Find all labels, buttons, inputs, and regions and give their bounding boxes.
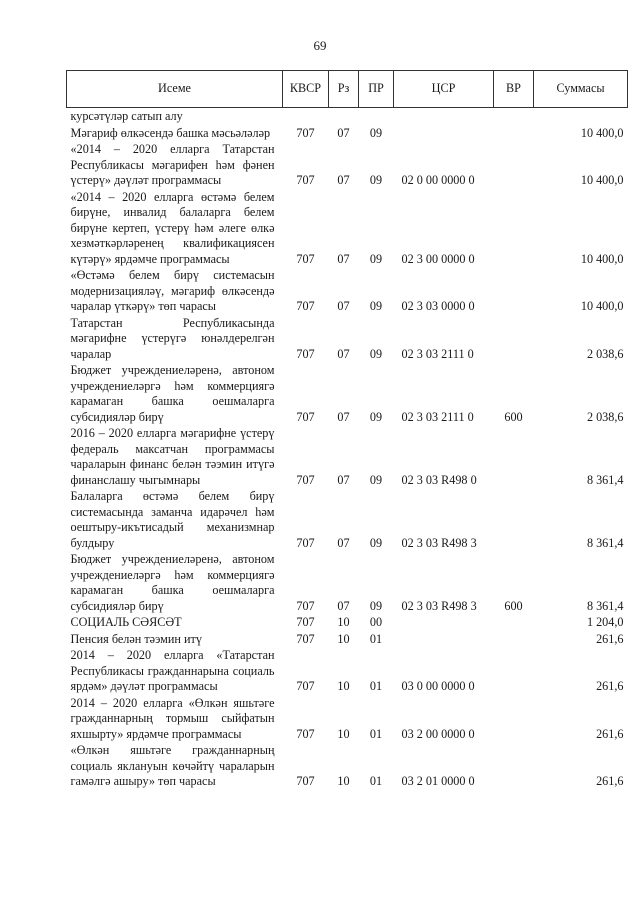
header-csr: ЦСР	[394, 71, 494, 108]
cell-kvsr: 707	[296, 615, 315, 629]
cell-kvsr: 707	[296, 726, 315, 741]
cell-vr	[494, 267, 534, 315]
cell-pr: 01	[369, 726, 383, 741]
cell-csr: 02 3 03 R498 3	[401, 598, 477, 613]
cell-name: «2014 – 2020 елларга Татарстан Республикасы мәгарифен һәм фәнен үстерү» дәүләт программасы	[70, 142, 275, 187]
cell-vr	[494, 742, 534, 790]
cell-pr: 09	[369, 346, 383, 361]
cell-pr: 01	[369, 679, 383, 693]
cell-sum: 2 038,6	[586, 409, 624, 424]
cell-csr	[394, 125, 494, 142]
cell-csr	[394, 614, 494, 631]
cell-kvsr: 707	[296, 598, 315, 613]
cell-rz: 07	[337, 535, 350, 550]
cell-kvsr: 707	[296, 679, 315, 693]
cell-vr: 600	[504, 409, 523, 424]
cell-name: 2014 – 2020 елларга «Татарстан Республикасы гражданнарына социаль ярдәм» дәүләт программасы	[70, 648, 275, 693]
table-row	[67, 488, 628, 551]
page-number: 69	[313, 38, 327, 53]
cell-name: 2016 – 2020 елларга мәгарифне үстерү федераль максатчан программасы чараларын финанс белән тәэмин итүгә финанслашу чыгымнары	[70, 426, 275, 487]
cell-name: «Өлкән яшьтәге гражданнарның социаль яклануын көчәйтү чараларын гамәлгә ашыру» төп чарасы	[70, 743, 275, 788]
table-row	[67, 125, 628, 142]
cell-name: Пенсия белән тәэмин итү	[70, 631, 202, 646]
cell-rz: 10	[337, 615, 350, 629]
cell-vr	[494, 315, 534, 363]
cell-csr: 02 3 00 0000 0	[401, 251, 475, 266]
cell-rz: 07	[337, 251, 350, 266]
cell-name: Мәгариф өлкәсендә башка мәсьәләләр	[70, 125, 271, 140]
cell-sum: 2 038,6	[586, 346, 624, 361]
header-name: Исеме	[67, 71, 283, 108]
table-row	[67, 551, 628, 614]
cell-pr: 00	[369, 615, 383, 629]
cell-name: «2014 – 2020 елларга өстәмә белем бирүне, инвалид балаларга белем бирүне кертеп, үстерү һәм әлеге өлкә хезмәткәрләренең квалификациясен күтәрү» ярдәмче программасы	[70, 189, 275, 266]
cell-pr: 09	[369, 299, 383, 313]
cell-kvsr: 707	[296, 535, 315, 550]
cell-vr	[494, 189, 534, 268]
cell-csr: 02 3 03 R498 3	[401, 535, 477, 550]
cell-sum: 8 361,4	[586, 472, 624, 487]
cell-kvsr: 707	[296, 173, 315, 187]
cell-rz	[329, 108, 359, 125]
cell-name: Бюджет учреждениеләренә, автоном учреждениеләргә һәм коммерциягә карамаган башка оешмаларга субсидияләр бирү	[70, 363, 275, 424]
table-row	[67, 742, 628, 790]
cell-rz: 10	[337, 726, 350, 741]
cell-rz: 07	[337, 173, 350, 187]
cell-kvsr: 707	[296, 774, 315, 788]
table-row	[67, 267, 628, 315]
header-pr: ПР	[359, 71, 394, 108]
cell-pr: 09	[369, 598, 383, 613]
cell-name: Бюджет учреждениеләренә, автоном учреждениеләргә һәм коммерциягә карамаган башка оешмаларга субсидияләр бирү	[70, 552, 275, 613]
cell-kvsr	[283, 108, 329, 125]
cell-pr: 09	[369, 251, 383, 266]
cell-vr	[494, 488, 534, 551]
cell-vr	[494, 125, 534, 142]
cell-sum: 261,6	[596, 631, 624, 646]
cell-rz: 07	[337, 346, 350, 361]
cell-rz: 07	[337, 299, 350, 313]
cell-sum: 261,6	[596, 774, 624, 788]
cell-vr	[494, 614, 534, 631]
table-row	[67, 189, 628, 268]
header-kvsr: КВСР	[283, 71, 329, 108]
cell-sum: 8 361,4	[586, 598, 624, 613]
table-row	[67, 695, 628, 743]
cell-rz: 10	[337, 774, 350, 788]
cell-sum: 261,6	[596, 726, 624, 741]
cell-pr: 01	[369, 774, 383, 788]
cell-pr: 09	[369, 125, 383, 140]
cell-csr: 03 2 00 0000 0	[401, 726, 475, 741]
table-header-row	[67, 71, 628, 108]
cell-csr: 02 3 03 R498 0	[401, 472, 477, 487]
cell-pr: 09	[369, 409, 383, 424]
header-vr: ВР	[494, 71, 534, 108]
cell-kvsr: 707	[296, 251, 315, 266]
header-sum: Суммасы	[534, 71, 628, 108]
table-row	[67, 108, 628, 125]
cell-pr: 01	[369, 631, 383, 646]
cell-name: Татарстан Республикасында мәгарифне үстерүгә юнәлдерелгән чаралар	[70, 315, 275, 361]
cell-sum: 10 400,0	[580, 173, 624, 187]
cell-kvsr: 707	[296, 409, 315, 424]
cell-rz: 10	[337, 631, 350, 646]
table-row	[67, 362, 628, 425]
table-row	[67, 315, 628, 363]
cell-rz: 10	[337, 679, 350, 693]
cell-rz: 07	[337, 472, 350, 487]
cell-vr	[494, 695, 534, 743]
cell-vr	[494, 108, 534, 125]
cell-csr: 02 0 00 0000 0	[401, 173, 475, 187]
cell-kvsr: 707	[296, 472, 315, 487]
cell-csr: 02 3 03 0000 0	[401, 299, 475, 313]
cell-csr: 02 3 03 2111 0	[401, 346, 474, 361]
table-row	[67, 141, 628, 189]
cell-sum: 10 400,0	[580, 299, 624, 313]
cell-csr	[394, 108, 494, 125]
cell-kvsr: 707	[296, 346, 315, 361]
cell-rz: 07	[337, 598, 350, 613]
cell-rz: 07	[337, 409, 350, 424]
budget-table	[66, 70, 628, 790]
cell-sum: 261,6	[596, 679, 624, 693]
cell-kvsr: 707	[296, 125, 315, 140]
cell-csr	[394, 631, 494, 648]
cell-pr	[359, 108, 394, 125]
cell-vr	[494, 647, 534, 695]
table-row	[67, 631, 628, 648]
table-row	[67, 647, 628, 695]
table-row	[67, 425, 628, 488]
cell-kvsr: 707	[296, 631, 315, 646]
cell-name: 2014 – 2020 елларга «Өлкән яшьтәге гражданнарның тормыш сыйфатын яхшырту» ярдәмче программасы	[70, 695, 275, 741]
cell-kvsr: 707	[296, 299, 315, 313]
cell-sum: 10 400,0	[580, 125, 624, 140]
cell-sum: 10 400,0	[580, 251, 624, 266]
cell-vr	[494, 631, 534, 648]
cell-vr	[494, 141, 534, 189]
cell-pr: 09	[369, 472, 383, 487]
table-body	[67, 108, 628, 790]
cell-csr: 03 0 00 0000 0	[401, 679, 475, 693]
cell-name: Балаларга өстәмә белем бирү системасында заманча идарәчел һәм оештыру-икътисадый механизмнар булдыру	[70, 489, 275, 550]
cell-csr: 03 2 01 0000 0	[401, 774, 475, 788]
cell-name: курсәтүләр сатып алу	[70, 109, 183, 123]
cell-pr: 09	[369, 173, 383, 187]
cell-csr: 02 3 03 2111 0	[401, 409, 474, 424]
header-rz: Рз	[329, 71, 359, 108]
cell-vr: 600	[504, 598, 523, 613]
cell-name: СОЦИАЛЬ СӘЯСӘТ	[70, 615, 182, 629]
cell-vr	[494, 425, 534, 488]
cell-sum: 8 361,4	[586, 535, 624, 550]
table-row	[67, 614, 628, 631]
cell-pr: 09	[369, 535, 383, 550]
cell-sum	[534, 108, 628, 125]
cell-sum: 1 204,0	[586, 615, 624, 629]
cell-rz: 07	[337, 125, 350, 140]
cell-name: «Өстәмә белем бирү системасын модернизацияләү, мәгариф өлкәсендә чаралар үткәрү» төп чарасы	[70, 268, 275, 313]
